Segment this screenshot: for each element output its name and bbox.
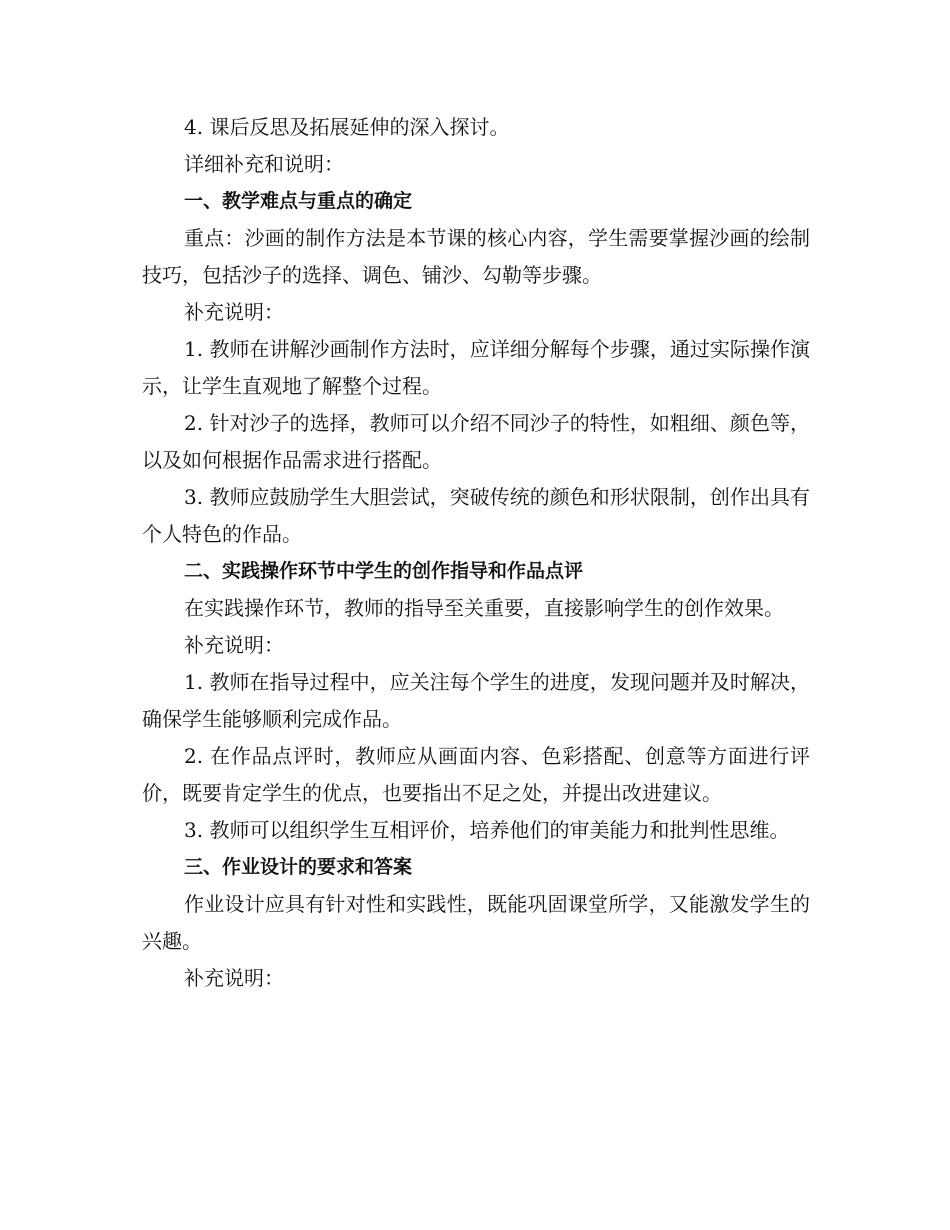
list-item: 1. 教师在讲解沙画制作方法时，应详细分解每个步骤，通过实际操作演示，让学生直观地了解整个过程。 — [142, 337, 810, 398]
section-heading: 一、教学难点与重点的确定 — [184, 190, 413, 212]
list-item: 3. 教师可以组织学生互相评价，培养他们的审美能力和批判性思维。 — [184, 818, 790, 842]
list-item: 1. 教师在指导过程中，应关注每个学生的进度，发现问题并及时解决，确保学生能够顺利完成作品。 — [142, 670, 810, 731]
section-heading: 二、实践操作环节中学生的创作指导和作品点评 — [184, 560, 584, 582]
list-item: 2. 针对沙子的选择，教师可以介绍不同沙子的特性，如粗细、颜色等，以及如何根据作品需求进行搭配。 — [142, 411, 810, 472]
paragraph: 详细补充和说明： — [184, 152, 344, 176]
paragraph: 在实践操作环节，教师的指导至关重要，直接影响学生的创作效果。 — [184, 596, 784, 620]
paragraph: 补充说明： — [184, 966, 284, 990]
document-body — [142, 109, 810, 997]
list-item: 3. 教师应鼓励学生大胆尝试，突破传统的颜色和形状限制，创作出具有个人特色的作品。 — [142, 485, 810, 546]
paragraph: 补充说明： — [184, 300, 284, 324]
paragraph: 作业设计应具有针对性和实践性，既能巩固课堂所学，又能激发学生的兴趣。 — [142, 892, 810, 953]
paragraph: 重点：沙画的制作方法是本节课的核心内容，学生需要掌握沙画的绘制技巧，包括沙子的选择、调色、铺沙、勾勒等步骤。 — [142, 226, 810, 287]
section-heading: 三、作业设计的要求和答案 — [184, 856, 413, 878]
list-item: 2. 在作品点评时，教师应从画面内容、色彩搭配、创意等方面进行评价，既要肯定学生的优点，也要指出不足之处，并提出改进建议。 — [142, 744, 810, 805]
paragraph: 补充说明： — [184, 633, 284, 657]
list-item: 4. 课后反思及拓展延伸的深入探讨。 — [184, 115, 510, 139]
